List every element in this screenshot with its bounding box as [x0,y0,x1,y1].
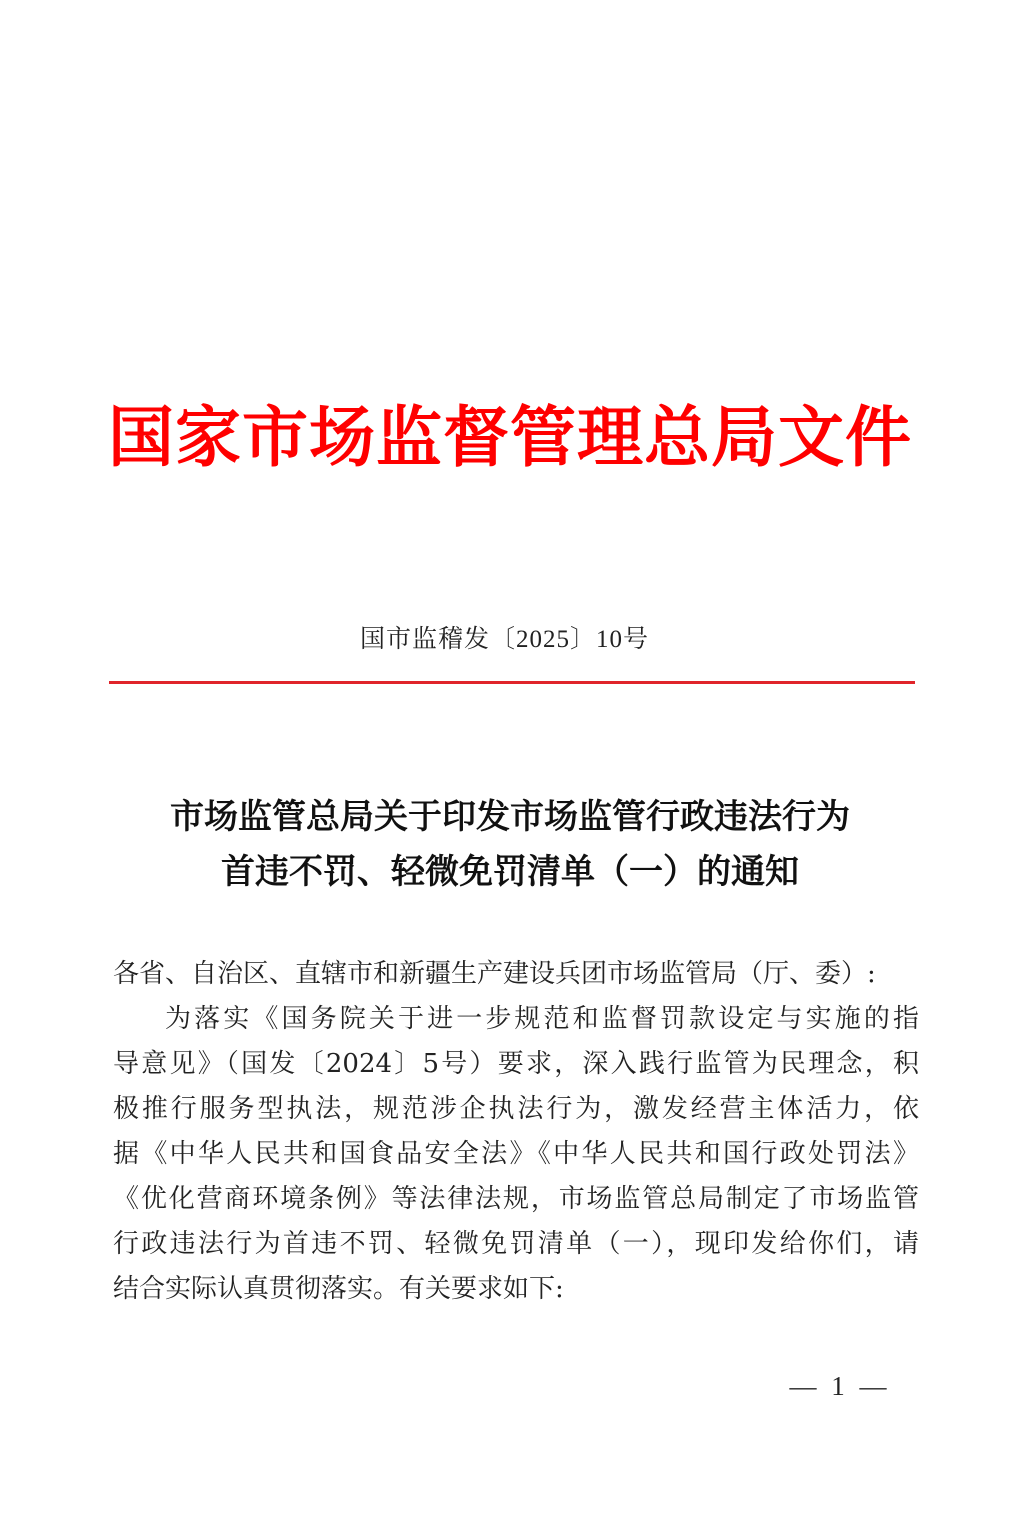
salutation: 各省、自治区、直辖市和新疆生产建设兵团市场监管局（厅、委）: [113,959,876,989]
page-number: — 1 — [789,1371,891,1401]
body-line: 结合实际认真贯彻落实。有关要求如下: [113,1274,564,1304]
body-line: 极推行服务型执法，规范涉企执法行为，激发经营主体活力，依 [113,1094,919,1124]
notice-title-line: 首违不罚、轻微免罚清单（一）的通知 [221,852,799,892]
document-number: 国市监稽发〔2025〕10号 [359,626,649,653]
body-line: 《优化营商环境条例》等法律法规，市场监管总局制定了市场监管 [113,1184,919,1214]
red-divider-rule [109,681,915,684]
body-line: 为落实《国务院关于进一步规范和监督罚款设定与实施的指 [165,1004,919,1034]
body-line: 行政违法行为首违不罚、轻微免罚清单（一），现印发给你们，请 [113,1229,919,1259]
notice-title [100,790,920,900]
issuer-header: 国家市场监督管理总局文件 [108,398,912,476]
notice-title-line: 市场监管总局关于印发市场监管行政违法行为 [170,797,850,837]
notice-body [113,952,919,1312]
body-line: 据《中华人民共和国食品安全法》《中华人民共和国行政处罚法》 [113,1139,919,1169]
body-line: 导意见》（国发〔2024〕5号）要求，深入践行监管为民理念，积 [113,1049,919,1079]
